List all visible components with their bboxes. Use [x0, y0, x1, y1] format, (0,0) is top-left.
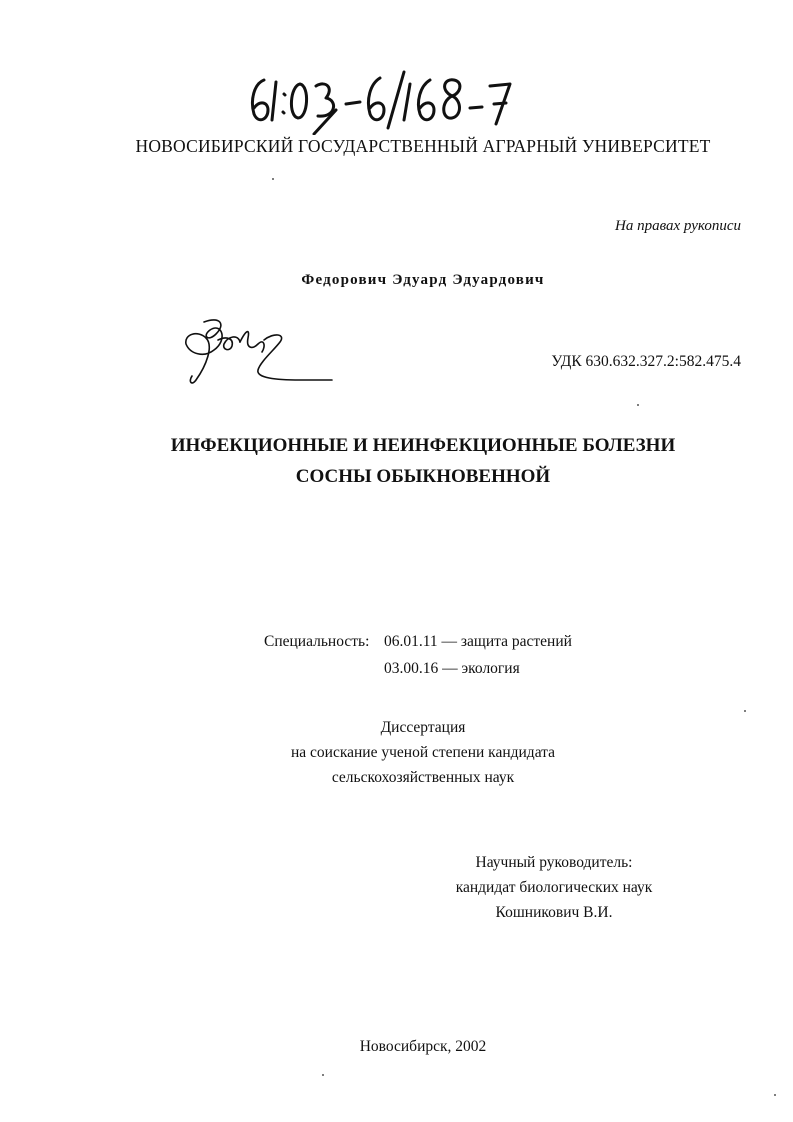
supervisor-line-1: Научный руководитель: [475, 854, 633, 871]
supervisor-line-3: Кошникович В.И. [495, 904, 613, 921]
archive-number-handwritten [0, 50, 793, 135]
university-name: НОВОСИБИРСКИЙ ГОСУДАРСТВЕННЫЙ АГРАРНЫЙ УНИВЕРСИТЕТ [135, 136, 711, 156]
signature-graphic [176, 310, 336, 392]
specialty-item-1: 06.01.11 — защита растений [384, 633, 572, 650]
title-line-2: СОСНЫ ОБЫКНОВЕННОЙ [295, 466, 551, 487]
dissertation-line-3: сельскохозяйственных наук [331, 769, 515, 786]
specialty-label: Специальность: [264, 633, 370, 650]
title-line-1: ИНФЕКЦИОННЫЕ И НЕИНФЕКЦИОННЫЕ БОЛЕЗНИ [170, 435, 676, 456]
dissertation-degree-block [0, 715, 793, 790]
author-name: Федорович Эдуард Эдуардович [301, 272, 545, 288]
dissertation-line-2: на соискание ученой степени кандидата [290, 744, 556, 761]
scan-speck [744, 710, 746, 712]
specialty-item-2: 03.00.16 — экология [384, 660, 520, 677]
manuscript-rights-note: На правах рукописи [615, 218, 741, 234]
scan-speck [272, 178, 274, 180]
dissertation-line-1: Диссертация [380, 719, 466, 736]
dissertation-title [0, 430, 793, 492]
scan-speck [637, 404, 639, 406]
scan-speck [774, 1094, 776, 1096]
archive-number-graphic [0, 50, 793, 135]
author-signature [176, 310, 336, 392]
place-and-year: Новосибирск, 2002 [359, 1038, 487, 1055]
udk-code: УДК 630.632.327.2:582.475.4 [551, 353, 741, 370]
supervisor-line-2: кандидат биологических наук [455, 879, 653, 896]
supervisor-block [440, 850, 668, 925]
scan-speck [322, 1074, 324, 1076]
